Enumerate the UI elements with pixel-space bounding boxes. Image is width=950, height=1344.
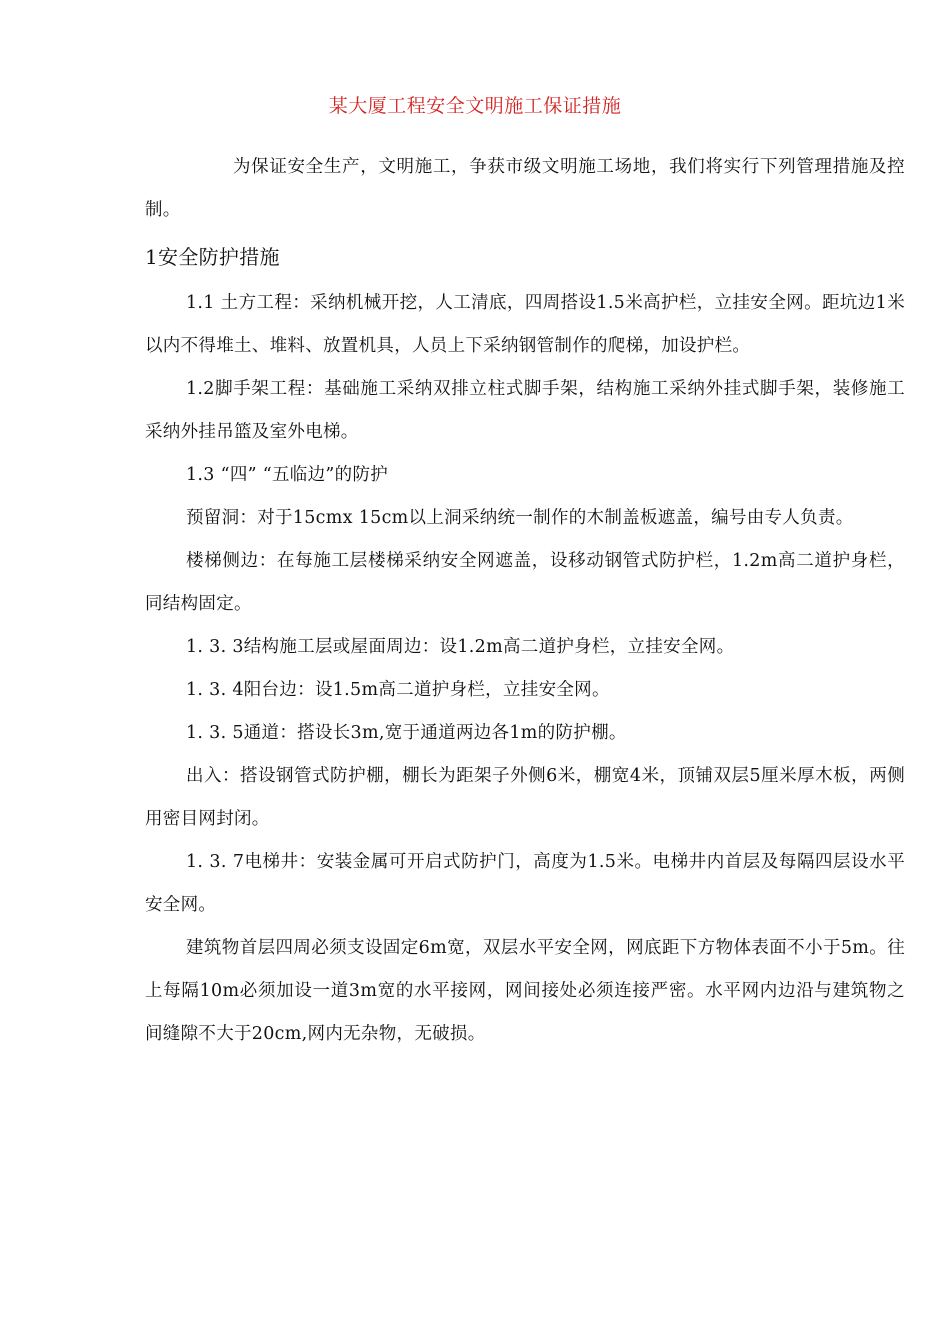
paragraph-edge-protection-heading: 1.3 “四” “五临边”的防护: [186, 465, 389, 485]
paragraph-entrance: 出入：搭设钢管式防护棚，棚长为距架子外侧6米，棚宽4米，顶铺双层5厘米厚木板，两侧用密目网封闭。: [145, 766, 905, 829]
paragraph-stair-edges: 楼梯侧边：在每施工层楼梯采纳安全网遮盖，设移动钢管式防护栏，1.2m高二道护身栏，同结构固定。: [145, 551, 905, 614]
document-title: 某大厦工程安全文明施工保证措施: [328, 95, 622, 117]
paragraph-passage: 1. 3. 5通道：搭设长3m,宽于通道两边各1m的防护棚。: [186, 723, 627, 743]
paragraph-balcony-edge: 1. 3. 4阳台边：设1.5m高二道护身栏，立挂安全网。: [186, 680, 610, 700]
paragraph-safety-net: 建筑物首层四周必须支设固定6m宽，双层水平安全网，网底距下方物体表面不小于5m。往上每隔10m必须加设一道3m宽的水平接网，网间接处必须连接严密。水平网内边沿与建筑物之间缝隙不大于20cm,网内无杂物，无破损。: [145, 938, 905, 1044]
intro-paragraph: 为保证安全生产，文明施工，争获市级文明施工场地，我们将实行下列管理措施及控制。: [145, 157, 905, 220]
paragraph-floor-perimeter: 1. 3. 3结构施工层或屋面周边：设1.2m高二道护身栏，立挂安全网。: [186, 637, 735, 657]
paragraph-elevator-shaft: 1. 3. 7电梯井：安装金属可开启式防护门，高度为1.5米。电梯井内首层及每隔四层设水平安全网。: [145, 852, 905, 915]
document-body: [145, 146, 905, 1056]
paragraph-reserved-holes: 预留洞：对于15cmx 15cm以上洞采纳统一制作的木制盖板遮盖，编号由专人负责。: [186, 508, 854, 528]
paragraph-earthwork: 1.1 土方工程：采纳机械开挖，人工清底，四周搭设1.5米高护栏，立挂安全网。距坑边1米以内不得堆土、堆料、放置机具，人员上下采纳钢管制作的爬梯，加设护栏。: [145, 293, 905, 356]
section-heading: 1安全防护措施: [145, 245, 280, 269]
paragraph-scaffolding: 1.2脚手架工程：基础施工采纳双排立柱式脚手架，结构施工采纳外挂式脚手架，装修施工采纳外挂吊篮及室外电梯。: [145, 379, 905, 442]
